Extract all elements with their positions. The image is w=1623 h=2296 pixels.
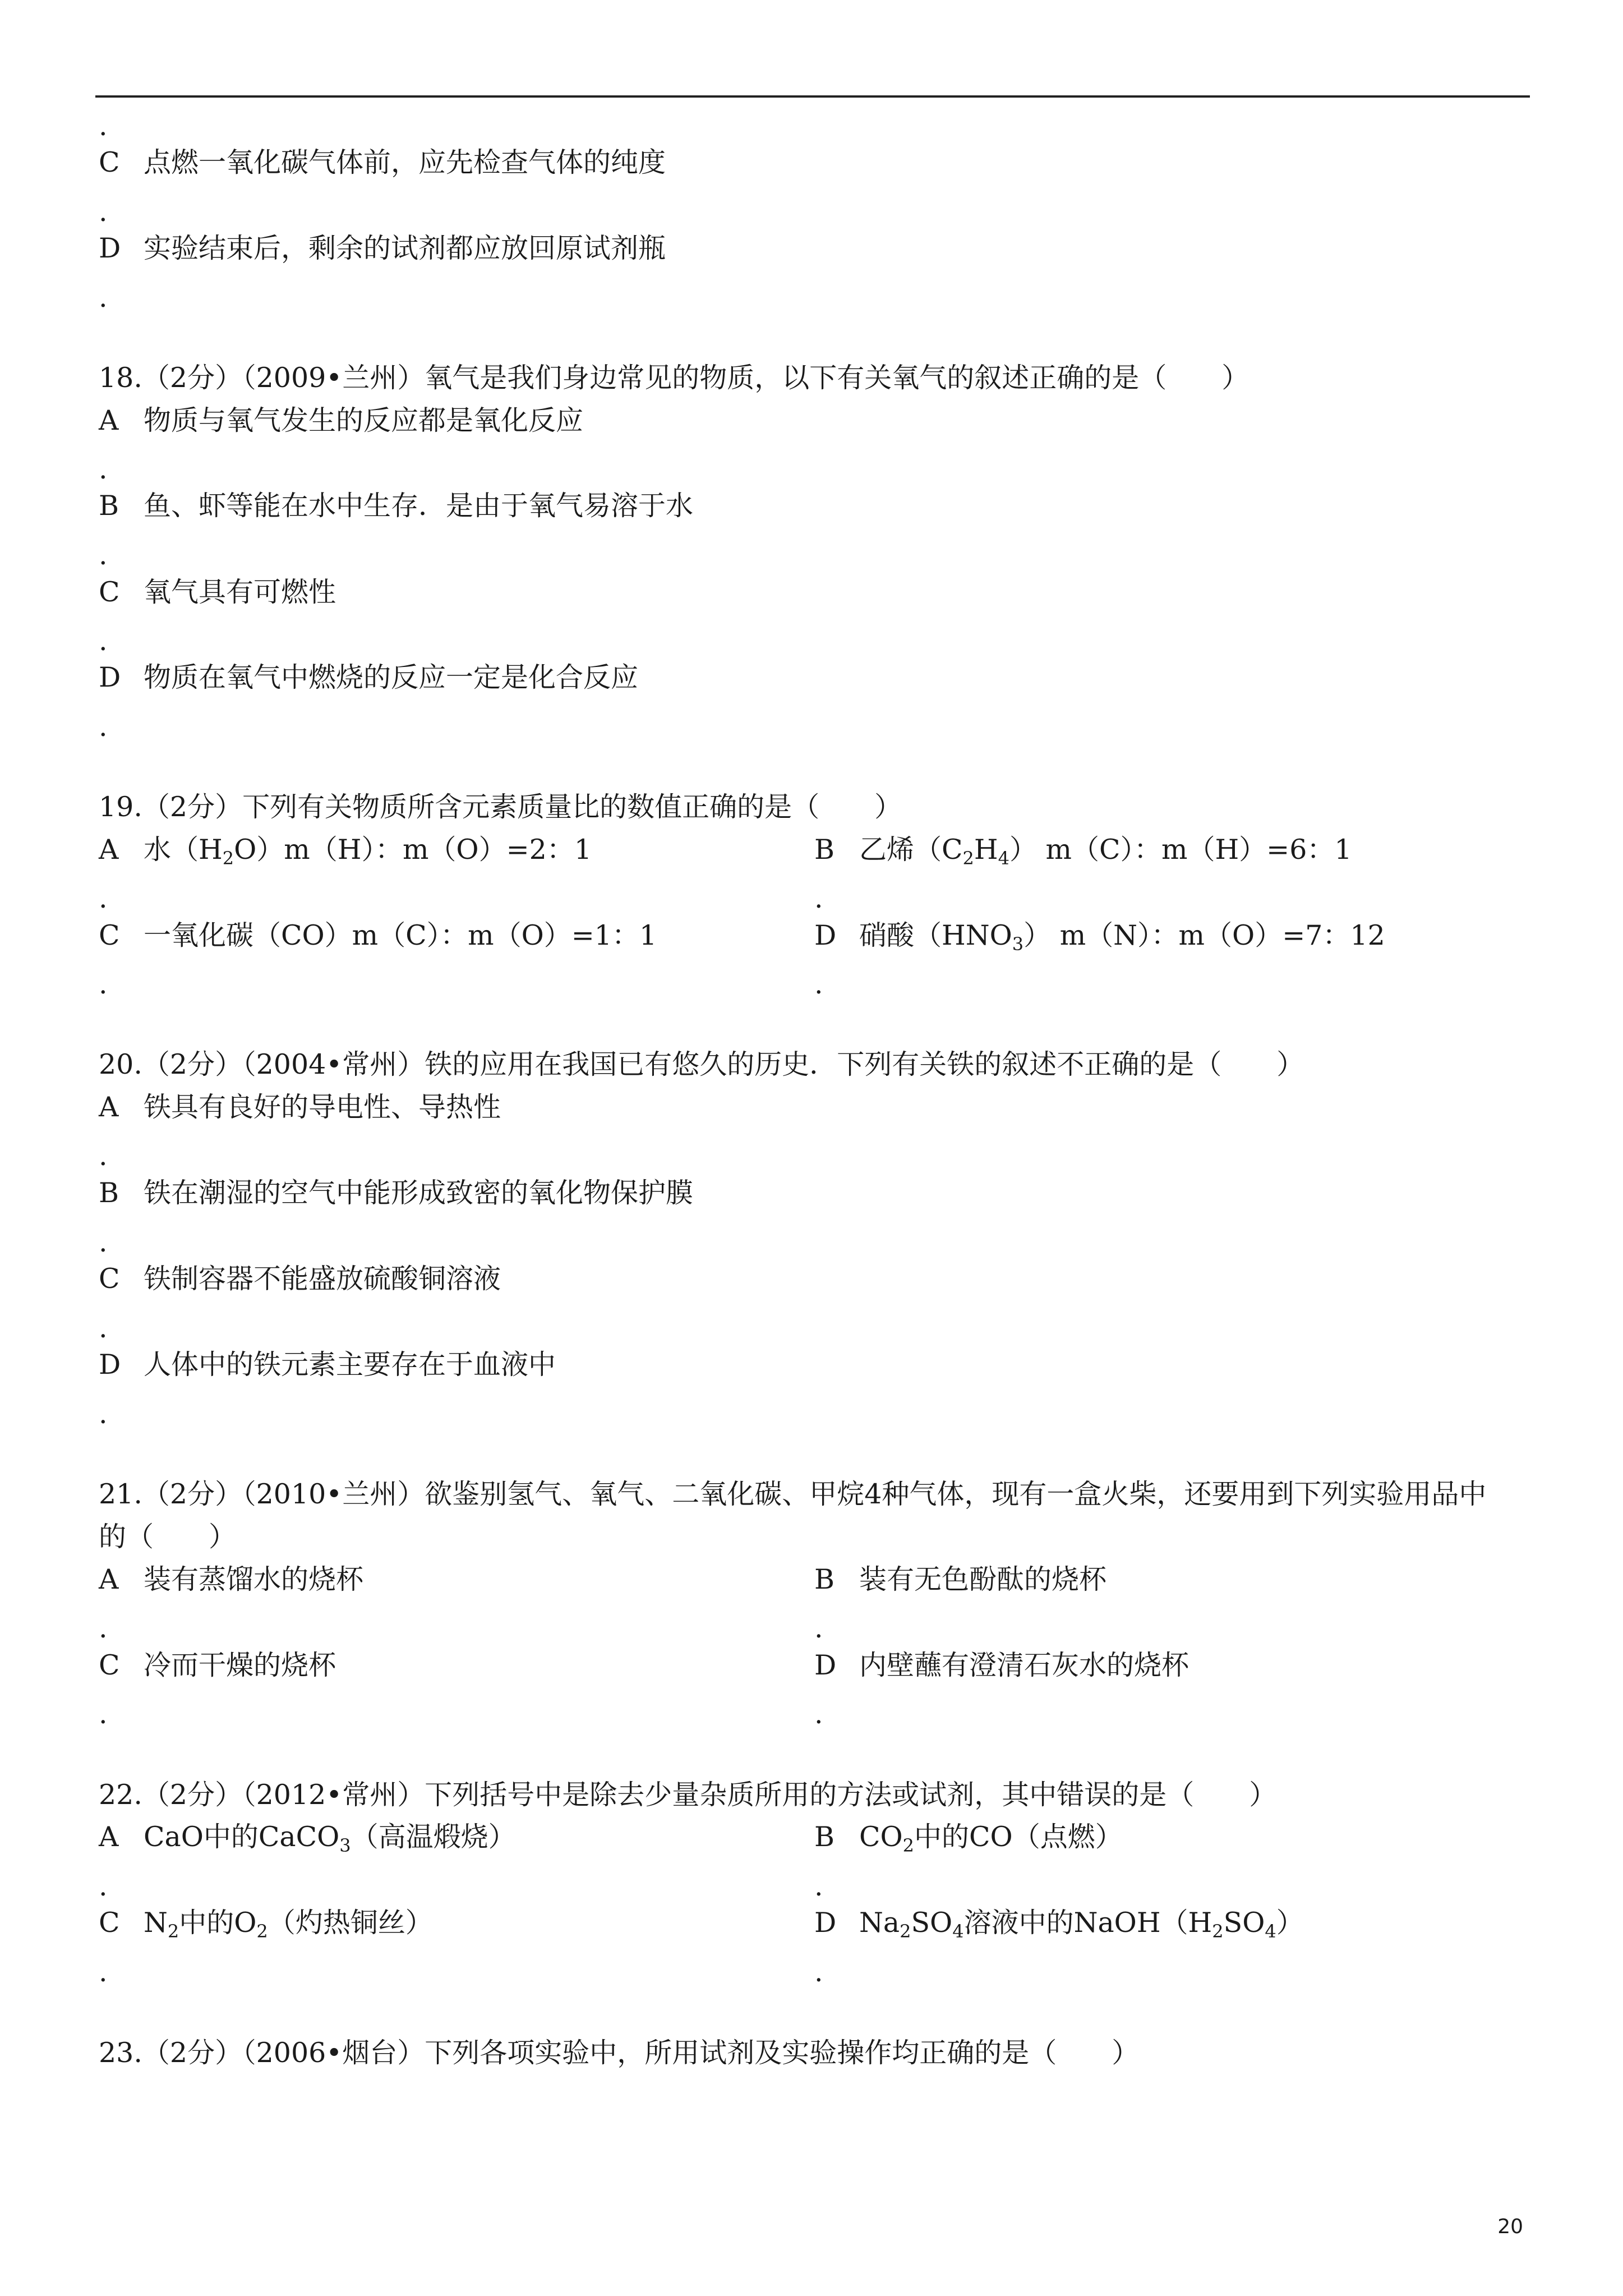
option-dot: . (99, 625, 108, 657)
option-label: C (99, 576, 120, 608)
subscript: 2 (902, 1835, 915, 1856)
option-text: ） m（N）：m（O）=7：12 (1023, 919, 1385, 951)
question-23-stem: 23.（2分）（2006•烟台）下列各项实验中，所用试剂及实验操作均正确的是（ ） (99, 2037, 1140, 2069)
option-dot: . (99, 1398, 108, 1430)
option-dot: . (99, 282, 108, 314)
q22-option-d (814, 1906, 1304, 1940)
subscript: 2 (256, 1921, 268, 1942)
option-text: 铁具有良好的导电性、导热性 (144, 1091, 501, 1123)
q18-option-a (99, 404, 583, 438)
option-dot: . (99, 1140, 108, 1172)
header-rule (95, 95, 1530, 98)
option-text: （高温煅烧） (351, 1821, 516, 1853)
q18-option-c (99, 576, 336, 609)
subscript: 4 (1265, 1921, 1276, 1942)
option-text: 乙烯（C (859, 834, 963, 866)
option-label: D (99, 661, 121, 693)
subscript: 2 (962, 848, 974, 869)
q21-option-d (814, 1649, 1189, 1682)
subscript: 4 (998, 848, 1009, 869)
option-text: 实验结束后，剩余的试剂都应放回原试剂瓶 (144, 232, 666, 264)
option-label: D (814, 1907, 837, 1939)
option-label: B (99, 490, 119, 522)
q19-option-c (99, 919, 657, 953)
option-label: D (99, 1349, 121, 1381)
option-label: D (814, 919, 837, 951)
option-text: ） m（C）：m（H）=6：1 (1009, 834, 1352, 866)
option-dot: . (99, 1698, 108, 1730)
option-dot: . (814, 1612, 823, 1644)
option-text: H (974, 834, 998, 866)
option-text: ） (1276, 1907, 1304, 1939)
option-label: D (99, 232, 121, 264)
option-label: A (99, 1821, 119, 1853)
subscript: 3 (339, 1835, 351, 1856)
option-dot: . (99, 968, 108, 1000)
question-20-stem: 20.（2分）（2004•常州）铁的应用在我国已有悠久的历史．下列有关铁的叙述不正确的是（ ） (99, 1048, 1304, 1080)
option-dot: . (814, 1956, 823, 1988)
option-text: 硝酸（HNO (859, 919, 1012, 951)
subscript: 2 (222, 848, 234, 869)
option-d (99, 232, 666, 265)
option-text: 铁制容器不能盛放硫酸铜溶液 (144, 1263, 501, 1295)
option-label: B (99, 1177, 119, 1209)
option-text: 点燃一氧化碳气体前，应先检查气体的纯度 (144, 146, 666, 178)
option-label: C (99, 919, 120, 951)
option-dot: . (814, 882, 823, 914)
option-dot: . (99, 1612, 108, 1644)
q21-option-b (814, 1563, 1106, 1596)
option-text: Na (859, 1907, 900, 1939)
option-text: 内壁蘸有澄清石灰水的烧杯 (859, 1649, 1189, 1681)
option-label: A (99, 404, 119, 436)
q19-option-b (814, 833, 1352, 867)
subscript: 3 (1012, 933, 1024, 955)
q18-option-d (99, 661, 638, 694)
question-21-stem: 21.（2分）（2010•兰州）欲鉴别氢气、氧气、二氧化碳、甲烷4种气体，现有一盒火柴，还要用到下列实验用品中 (99, 1478, 1487, 1510)
option-dot: . (99, 882, 108, 914)
q18-option-b (99, 489, 693, 523)
q21-option-a (99, 1563, 363, 1596)
option-c (99, 146, 666, 180)
option-text: 氧气具有可燃性 (144, 576, 336, 608)
option-label: D (814, 1649, 837, 1681)
option-text: 铁在潮湿的空气中能形成致密的氧化物保护膜 (144, 1177, 694, 1209)
option-dot: . (814, 1870, 823, 1902)
option-text: 装有蒸馏水的烧杯 (144, 1563, 364, 1595)
q20-option-d (99, 1348, 556, 1382)
option-text: 装有无色酚酞的烧杯 (859, 1563, 1107, 1595)
option-label: B (814, 1563, 835, 1595)
option-text: 中的CO（点燃） (914, 1821, 1123, 1853)
option-dot: . (99, 711, 108, 743)
option-dot: . (99, 1312, 108, 1344)
option-dot: . (99, 453, 108, 485)
option-text: 一氧化碳（CO）m（C）：m（O）=1：1 (144, 919, 657, 951)
option-text: SO (911, 1907, 953, 1939)
option-text: SO (1223, 1907, 1265, 1939)
question-18-stem: 18.（2分）（2009•兰州）氧气是我们身边常见的物质，以下有关氧气的叙述正确的是（ ） (99, 362, 1249, 394)
page-number: 20 (1497, 2215, 1523, 2238)
option-label: C (99, 146, 120, 178)
option-text: 冷而干燥的烧杯 (144, 1649, 336, 1681)
option-text: CaO中的CaCO (144, 1821, 340, 1853)
q20-option-c (99, 1262, 501, 1296)
subscript: 2 (900, 1921, 911, 1942)
option-text: 人体中的铁元素主要存在于血液中 (144, 1349, 556, 1381)
option-label: C (99, 1907, 120, 1939)
option-text: CO (859, 1821, 903, 1853)
option-text: 水（H (144, 834, 223, 866)
question-19-stem: 19.（2分）下列有关物质所含元素质量比的数值正确的是（ ） (99, 791, 902, 823)
q22-option-b (814, 1820, 1123, 1854)
option-dot: . (99, 1870, 108, 1902)
q20-option-a (99, 1091, 501, 1124)
option-dot: . (814, 1698, 823, 1730)
option-dot: . (99, 110, 108, 142)
option-text: 鱼、虾等能在水中生存．是由于氧气易溶于水 (144, 490, 694, 522)
q22-option-a (99, 1820, 516, 1854)
question-21-stem-cont: 的（ ） (99, 1521, 237, 1553)
option-label: A (99, 1091, 119, 1123)
q22-option-c (99, 1906, 433, 1940)
option-label: B (814, 1821, 835, 1853)
option-text: 溶液中的NaOH（H (963, 1907, 1212, 1939)
option-label: A (99, 1563, 119, 1595)
q20-option-b (99, 1176, 693, 1210)
option-text: O）m（H）：m（O）=2：1 (234, 834, 592, 866)
question-22-stem: 22.（2分）（2012•常州）下列括号中是除去少量杂质所用的方法或试剂，其中错误的是（ ） (99, 1779, 1277, 1811)
q19-option-d (814, 919, 1385, 953)
option-dot: . (99, 539, 108, 571)
option-label: A (99, 834, 119, 866)
option-label: B (814, 834, 835, 866)
option-dot: . (814, 968, 823, 1000)
q21-option-c (99, 1649, 336, 1682)
option-dot: . (99, 196, 108, 228)
q19-option-a (99, 833, 592, 867)
option-dot: . (99, 1956, 108, 1988)
option-text: 中的O (179, 1907, 257, 1939)
subscript: 2 (167, 1921, 179, 1942)
option-text: N (144, 1907, 168, 1939)
option-text: 物质在氧气中燃烧的反应一定是化合反应 (144, 661, 639, 693)
option-dot: . (99, 1226, 108, 1258)
subscript: 4 (952, 1921, 964, 1942)
option-text: 物质与氧气发生的反应都是氧化反应 (144, 404, 584, 436)
subscript: 2 (1212, 1921, 1224, 1942)
option-label: C (99, 1263, 120, 1295)
option-label: C (99, 1649, 120, 1681)
option-text: （灼热铜丝） (268, 1907, 433, 1939)
